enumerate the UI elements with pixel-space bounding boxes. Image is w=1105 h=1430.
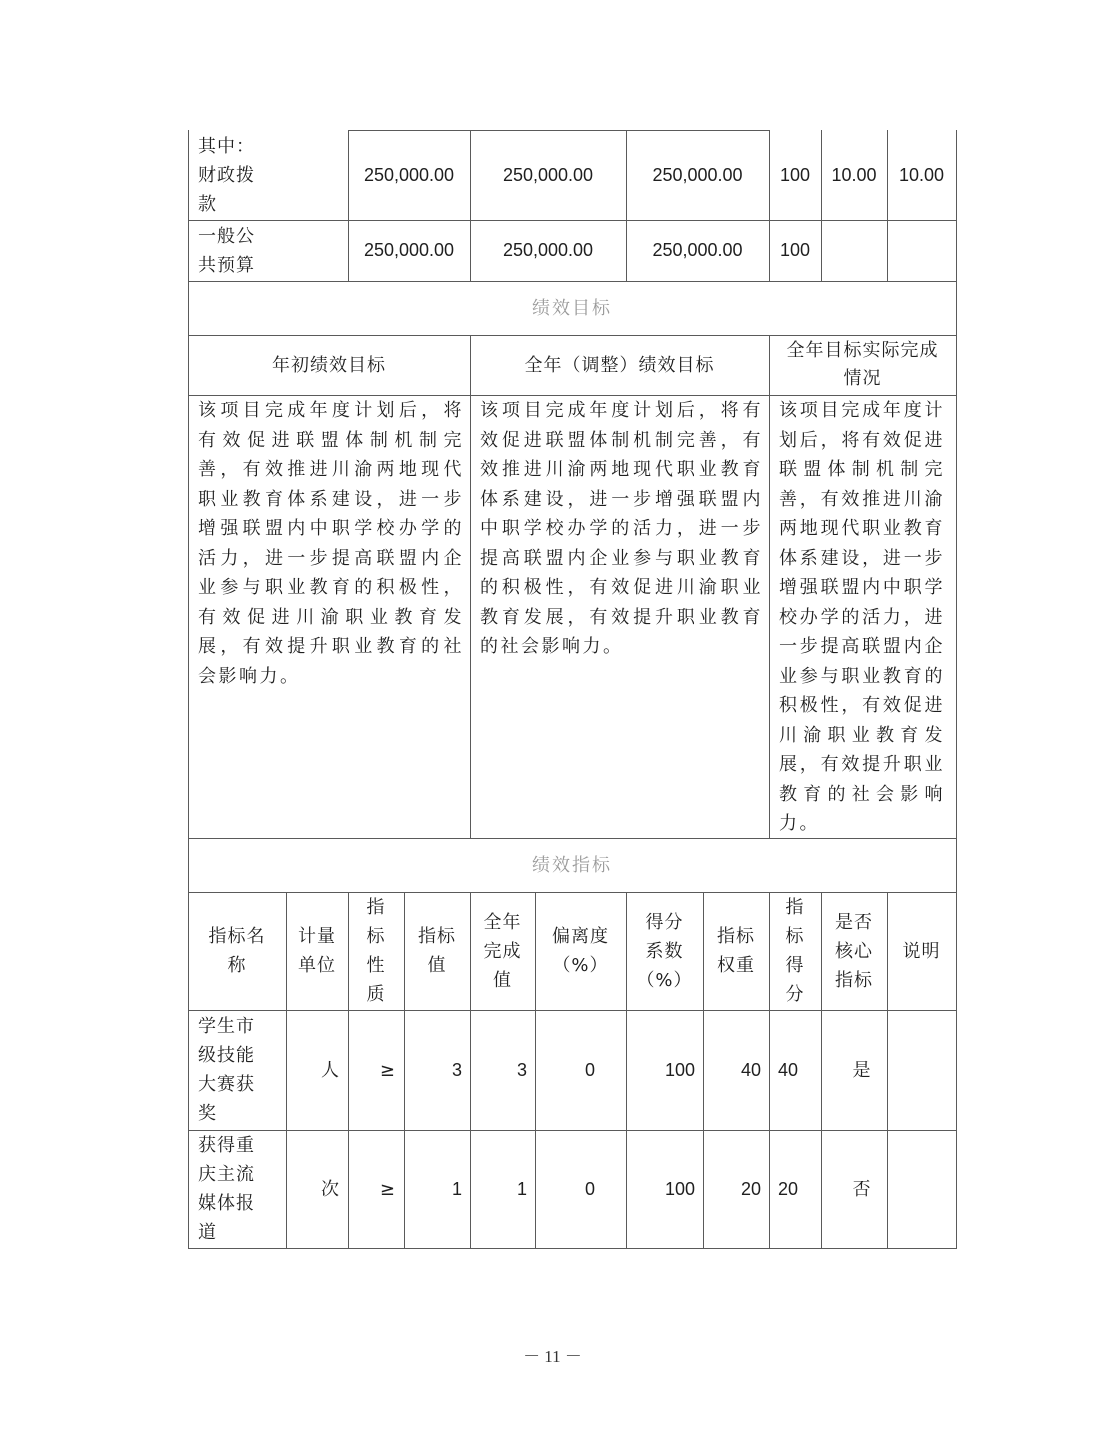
indicators-section-title: 绩效指标 xyxy=(532,854,612,876)
header-score: 指 标 得 分 xyxy=(785,897,805,1005)
indicator-deviation-cell: 0 xyxy=(584,1178,595,1199)
indicator-name-cell: 获得重 庆主流 媒体报 道 xyxy=(198,1135,255,1243)
header-note: 说明 xyxy=(902,940,941,962)
indicator-weight-cell: 40 xyxy=(740,1059,761,1080)
header-actual-value: 全年 完成 值 xyxy=(483,911,522,991)
funding-value-cell: 250,000.00 xyxy=(502,240,594,260)
funding-weight-cell xyxy=(821,220,887,281)
header-actual-completion: 全年目标实际完成 情况 xyxy=(786,340,939,389)
indicator-coef-cell: 100 xyxy=(664,1178,695,1199)
funding-score-cell xyxy=(887,220,956,281)
header-target-value: 指标 值 xyxy=(418,926,456,976)
goals-section-title: 绩效目标 xyxy=(532,297,612,319)
funding-value-cell: 250,000.00 xyxy=(652,240,743,260)
funding-value-cell: 250,000.00 xyxy=(363,164,455,185)
rule xyxy=(470,335,471,839)
header-score-coefficient: 得分 系数 （%） xyxy=(636,911,693,991)
indicator-score-cell: 20 xyxy=(778,1178,799,1199)
header-unit: 计量 单位 xyxy=(298,926,336,976)
indicator-core-cell: 是 xyxy=(852,1059,872,1081)
funding-value-cell: 250,000.00 xyxy=(363,240,455,260)
rule xyxy=(956,130,957,1249)
header-deviation: 偏离度 （%） xyxy=(552,926,609,976)
header-initial-goal: 年初绩效目标 xyxy=(272,354,386,376)
rule xyxy=(769,335,770,839)
indicator-nature-cell: ≥ xyxy=(379,1059,396,1081)
funding-label-fiscal: 其中： 财政拨 款 xyxy=(198,135,255,215)
page-number: － 11 － xyxy=(523,1347,582,1366)
header-core-indicator: 是否 核心 指标 xyxy=(835,911,873,991)
indicator-score-cell: 40 xyxy=(778,1059,799,1080)
indicator-actual-cell: 1 xyxy=(516,1178,527,1199)
adjusted-goal-text: 该项目完成年度计划后，将有效促进联盟体制机制完善，有效推进川渝两地现代职业教育体系建设，进一步增强联盟内中职学校办学的活力，进一步提高联盟内企业参与职业教育的积极性，有效促进川渝职业教育发展，有效提升职业教育的社会影响力。 xyxy=(480,400,763,657)
funding-score-cell: 10.00 xyxy=(898,164,945,185)
indicator-actual-cell: 3 xyxy=(516,1059,527,1080)
indicator-name-cell: 学生市 级技能 大赛获 奖 xyxy=(198,1016,255,1124)
indicator-coef-cell: 100 xyxy=(664,1059,695,1080)
indicator-nature-cell: ≥ xyxy=(379,1178,396,1200)
indicator-note-cell xyxy=(887,1130,956,1248)
funding-rate-cell: 100 xyxy=(779,164,811,185)
indicator-unit-cell: 次 xyxy=(321,1178,340,1200)
indicator-core-cell: 否 xyxy=(852,1178,872,1200)
funding-value-cell: 250,000.00 xyxy=(502,164,594,185)
header-adjusted-goal: 全年（调整）绩效目标 xyxy=(524,354,715,376)
funding-weight-cell: 10.00 xyxy=(831,164,877,185)
funding-label-general-budget: 一般公 共预算 xyxy=(198,225,255,276)
indicator-target-cell: 1 xyxy=(451,1178,462,1199)
indicator-deviation-cell: 0 xyxy=(584,1059,595,1080)
indicator-note-cell xyxy=(887,1010,956,1130)
rule xyxy=(188,1248,957,1249)
funding-value-cell: 250,000.00 xyxy=(652,164,743,185)
indicator-unit-cell: 人 xyxy=(321,1059,340,1081)
funding-rate-cell: 100 xyxy=(779,240,811,260)
header-nature: 指 标 性 质 xyxy=(366,897,386,1005)
header-indicator-name: 指标名 称 xyxy=(208,926,266,976)
header-weight: 指标 权重 xyxy=(717,926,755,976)
indicator-target-cell: 3 xyxy=(451,1059,462,1080)
indicator-weight-cell: 20 xyxy=(740,1178,761,1199)
actual-completion-text: 该项目完成年度计划后，将有效促进联盟体制机制完善，有效推进川渝两地现代职业教育体系建设，进一步增强联盟内中职学校办学的活力，进一步提高联盟内企业参与职业教育的积极性，有效促进川渝职业教育发展，有效提升职业教育的社会影响力。 xyxy=(779,400,945,834)
initial-goal-text: 该项目完成年度计划后，将有效促进联盟体制机制完善，有效推进川渝两地现代职业教育体系建设，进一步增强联盟内中职学校办学的活力，进一步提高联盟内企业参与职业教育的积极性，有效促进川渝职业教育发展，有效提升职业教育的社会影响力。 xyxy=(198,400,464,687)
